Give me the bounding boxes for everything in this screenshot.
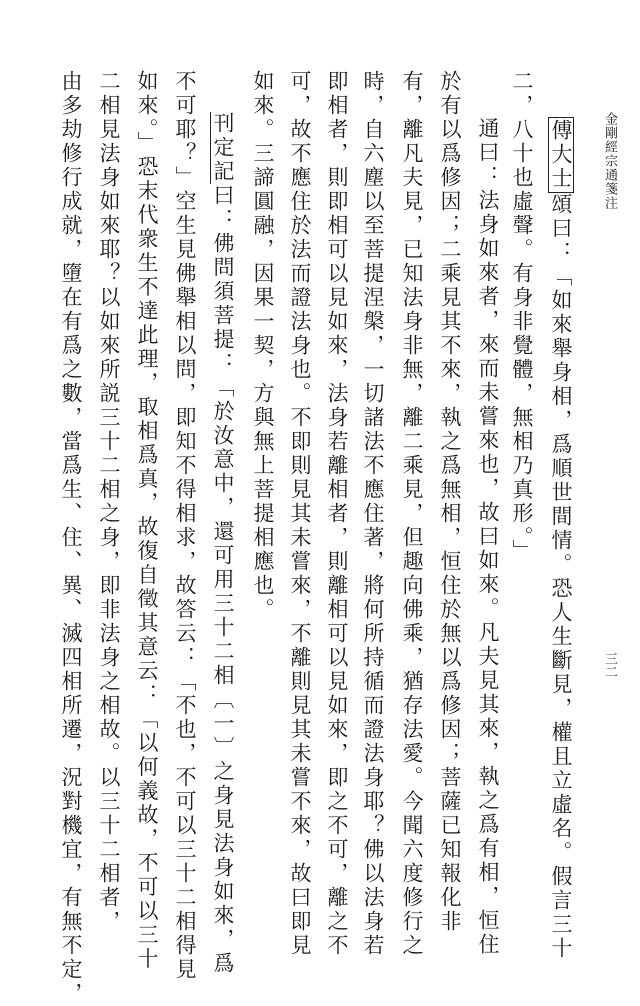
page-number: 三二 [602, 652, 617, 678]
text-column-1 [550, 117, 571, 961]
text-column-2 [511, 70, 532, 564]
column-text: 二，八十也虛聲。有身非覺體，無相乃真形。」 [510, 70, 534, 564]
column-text: 頌曰：「如來舉身相，爲順世間情。恐人生斷見，權且立虛名。假言三十 [549, 193, 573, 961]
text-column-13 [98, 70, 119, 934]
column-text: 可，故不應住於法而證法身也。不即則見其未嘗來，不離則見其未嘗不來，故曰即見 [288, 70, 312, 958]
text-column-5 [401, 70, 422, 958]
column-text: 有，離凡夫見，已知法身非無，離二乘見，但趣向佛乘，猶存法愛。今聞六度修行之 [400, 70, 424, 958]
column-text: 曰：佛問須菩提：「於汝意中，還可用三十二相〔一〕之身見法身如來，爲 [211, 184, 235, 976]
text-column-4 [439, 70, 460, 934]
column-text: 不可耶？」空生見佛舉相以問，即知不得相求，故答云：「不也，不可以三十二相得見 [173, 70, 197, 982]
boxed-author-name: 傅大士 [549, 119, 573, 191]
text-column-8 [289, 70, 310, 958]
text-column-12 [136, 70, 157, 972]
column-text: 由多劫修行成就，墮在有爲之數，當爲生、住、異、滅四相所遷，況對機宜，有無不定， [59, 70, 83, 1006]
column-text: 二相見法身如來耶？以如來所説三十二相之身，即非法身之相故。以三十二相者， [97, 70, 121, 934]
text-column-7 [326, 70, 347, 958]
column-text: 如來。」恐末代衆生不達此理，取相爲真，故復自徵其意云：「以何義故，不可以三十 [135, 70, 159, 972]
wavy-marked-book-title: 刊定記 [211, 112, 235, 184]
running-header-title: 金剛經宗通箋注 [602, 112, 617, 210]
text-column-9 [252, 70, 273, 622]
text-column-10 [212, 112, 233, 976]
text-column-11 [174, 70, 195, 982]
text-column-6 [362, 70, 383, 958]
text-column-14 [60, 70, 81, 1006]
column-text: 即相者，則即相可以見如來，法身若離相者，則離相可以見如來，即之不可，離之不 [325, 70, 349, 958]
text-column-3 [477, 117, 498, 957]
column-text: 時，自六塵以至菩提涅槃，一切諸法不應住著，將何所持循而證法身耶？佛以法身若 [361, 70, 385, 958]
column-text: 於有以爲修因；二乘見其不來，執之爲無相，恒住於無以爲修因；菩薩已知報化非 [438, 70, 462, 934]
column-text: 通曰：法身如來者，來而未嘗來也，故曰如來。凡夫見其來，執之爲有相，恒住 [476, 117, 500, 957]
column-text: 如來。三諦圓融，因果一契，方與無上菩提相應也。 [251, 70, 275, 622]
